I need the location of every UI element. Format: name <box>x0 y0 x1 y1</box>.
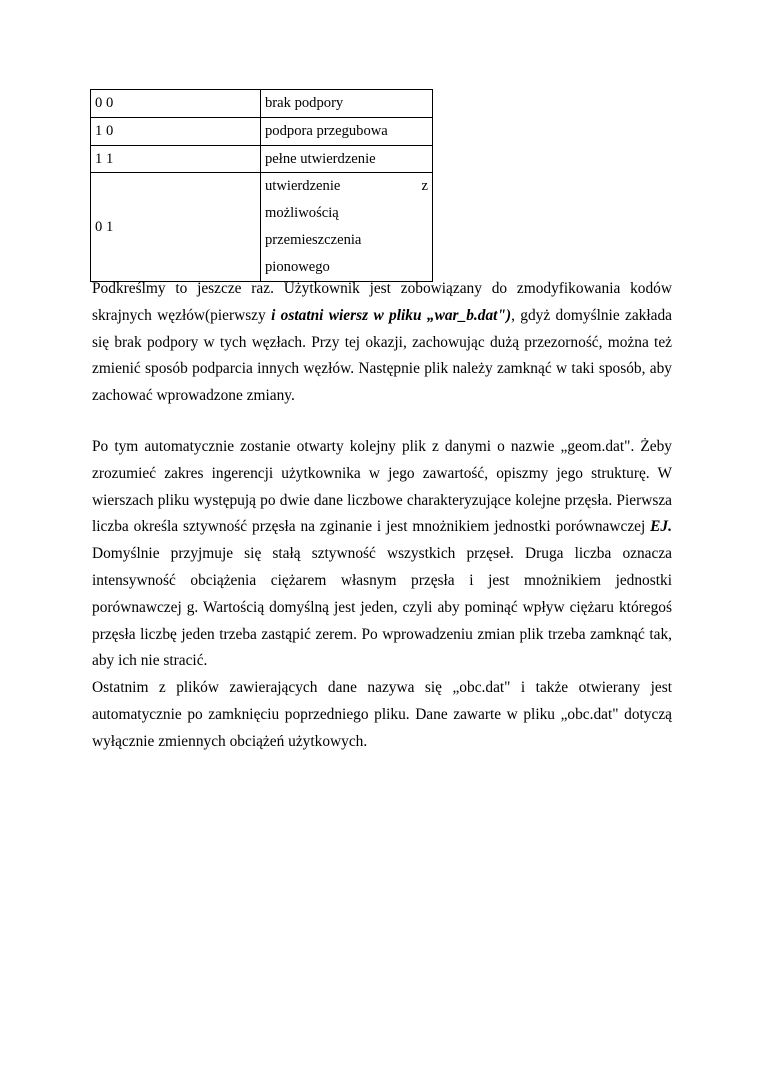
code-cell: 0 1 <box>91 173 261 281</box>
unit-symbol: EJ. <box>650 518 672 536</box>
support-codes-table <box>90 89 433 282</box>
description-line: pionowego <box>265 258 330 275</box>
paragraph: Ostatnim z plików zawierających dane nazywa się „obc.dat" i także otwierany jest automatycznie po zamknięciu poprzedniego pliku. Dane zawarte w pliku „obc.dat" dotyczą wyłącznie zmiennych obciążeń użytkowych. <box>92 679 672 750</box>
paragraph-text: Podkreślmy to jeszcze raz. Użytkownik jest zobowiązany do zmodyfikowania kodów skrajnych węzłów(pierwszy <box>92 280 672 324</box>
paragraph-block-1 <box>92 276 672 410</box>
description-cell: pełne utwierdzenie <box>261 145 433 173</box>
paragraph-text: Po tym automatycznie zostanie otwarty kolejny plik z danymi o nazwie „geom.dat". Żeby zrozumieć zakres ingerencji użytkownika w jego zawartość, opiszmy jego strukturę. W wierszach pliku występują po dwie dane liczbowe charakteryzujące kolejne przęsła. Pierwsza liczba określa sztywność przęsła na zginanie i jest mnożnikiem jednostki porównawczej <box>92 438 672 536</box>
paragraph-text: , gdyż domyślnie zakłada się brak podpory w tych węzłach. Przy tej okazji, zachowując dużą przezorność, można też zmienić sposób podparcia innych węzłów. Następnie plik należy zamknąć w taki sposób, aby zachować wprowadzone zmiany. <box>92 306 672 405</box>
description-line: przemieszczenia <box>265 231 362 248</box>
paragraph <box>92 276 672 410</box>
description-cell <box>261 173 433 281</box>
table-row <box>91 90 433 118</box>
description-cell: brak podpory <box>261 90 433 118</box>
code-cell: 0 0 <box>91 90 261 118</box>
code-cell: 1 0 <box>91 117 261 145</box>
paragraph <box>92 434 672 675</box>
paragraph-text: Domyślnie przyjmuje się stałą sztywność wszystkich przęseł. Druga liczba oznacza intensywność obciążenia ciężarem własnym przęsła i jest mnożnikiem jednostki porównawczej g. Wartością domyślną jest jeden, czyli aby pominąć wpływ ciężaru któregoś przęsła liczbę jeden trzeba zastąpić zerem. Po wprowadzeniu zmian plik trzeba zamknąć tak, aby ich nie stracić. <box>92 545 672 670</box>
table-row <box>91 145 433 173</box>
paragraph-block-2 <box>92 434 672 756</box>
description-cell: podpora przegubowa <box>261 117 433 145</box>
description-line: możliwością <box>265 205 339 222</box>
file-reference: i ostatni wiersz w pliku „war_b.dat") <box>271 306 512 324</box>
table-row <box>91 173 433 281</box>
code-cell: 1 1 <box>91 145 261 173</box>
description-line: utwierdzenie z <box>265 178 428 195</box>
table-row <box>91 117 433 145</box>
